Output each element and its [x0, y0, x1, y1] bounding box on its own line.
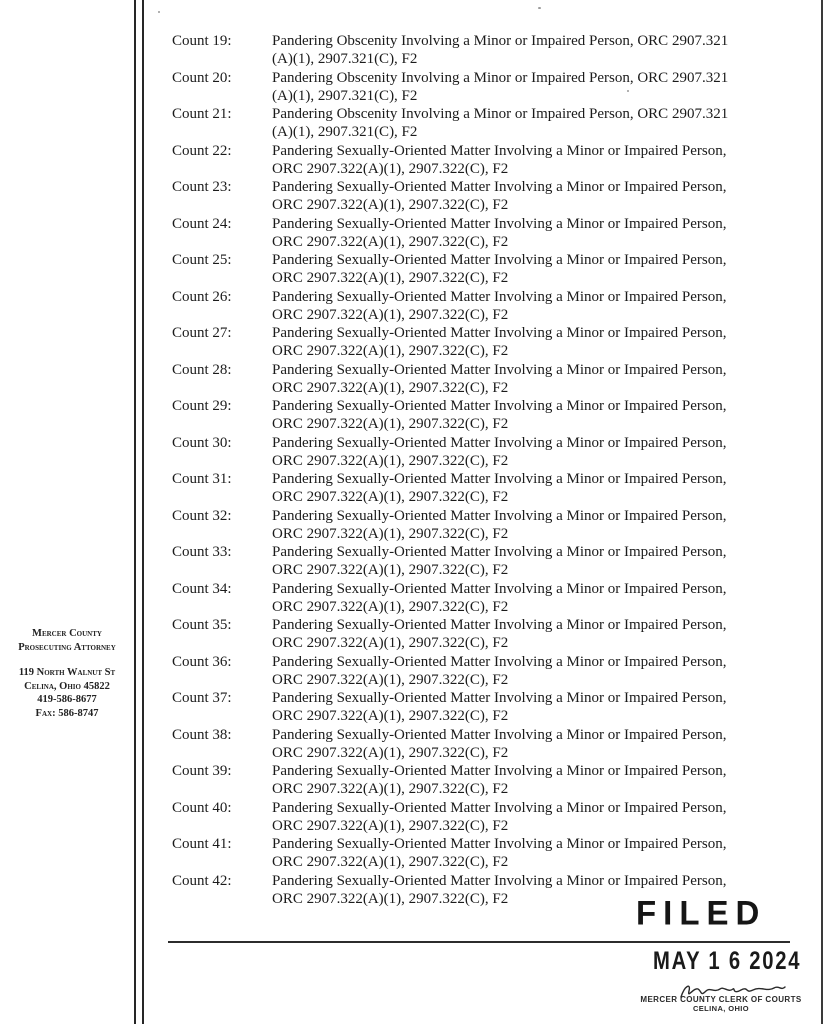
count-description [272, 470, 726, 507]
count-description-line1: Pandering Obscenity Involving a Minor or Impaired Person, ORC 2907.321 [272, 69, 729, 86]
filed-stamp: FILED [636, 893, 767, 932]
count-description-line2: ORC 2907.322(A)(1), 2907.322(C), F2 [272, 817, 509, 834]
count-label: Count 33: [172, 544, 232, 560]
count-description-line2: ORC 2907.322(A)(1), 2907.322(C), F2 [272, 416, 509, 433]
count-description-line2: ORC 2907.322(A)(1), 2907.322(C), F2 [272, 379, 509, 396]
count-row [172, 288, 813, 325]
count-row [172, 142, 813, 179]
letterhead-address-line2: Celina, Ohio 45822 [24, 680, 110, 692]
count-label: Count 26: [172, 288, 232, 305]
count-description [272, 799, 726, 836]
letterhead-fax: Fax: 586-8747 [35, 707, 99, 719]
count-description-line1: Pandering Obscenity Involving a Minor or Impaired Person, ORC 2907.321 [272, 106, 729, 122]
count-description-line2: ORC 2907.322(A)(1), 2907.322(C), F2 [272, 197, 509, 214]
count-row [172, 324, 813, 361]
count-description-line2: ORC 2907.322(A)(1), 2907.322(C), F2 [272, 744, 509, 761]
count-description-line2: (A)(1), 2907.321(C), F2 [272, 87, 418, 104]
count-description [272, 397, 726, 434]
count-description [272, 105, 728, 142]
count-description [272, 434, 726, 471]
count-description [272, 361, 726, 398]
count-description-line2: ORC 2907.322(A)(1), 2907.322(C), F2 [272, 160, 509, 177]
letterhead-phone: 419-586-8677 [37, 694, 97, 705]
scan-speck [158, 11, 160, 13]
count-label: Count 30: [172, 434, 232, 451]
count-label: Count 25: [172, 252, 232, 268]
count-description-line1: Pandering Sexually-Oriented Matter Involving a Minor or Impaired Person, [272, 580, 727, 597]
count-label: Count 40: [172, 799, 232, 816]
count-description-line1: Pandering Sexually-Oriented Matter Involving a Minor or Impaired Person, [272, 872, 727, 889]
count-description-line2: ORC 2907.322(A)(1), 2907.322(C), F2 [272, 635, 509, 652]
count-description-line2: ORC 2907.322(A)(1), 2907.322(C), F2 [272, 270, 509, 287]
count-description-line1: Pandering Sexually-Oriented Matter Involving a Minor or Impaired Person, [272, 288, 727, 305]
count-label: Count 38: [172, 726, 232, 743]
count-description-line2: ORC 2907.322(A)(1), 2907.322(C), F2 [272, 343, 509, 360]
count-label: Count 31: [172, 471, 232, 487]
count-description [272, 142, 726, 179]
count-row [172, 470, 813, 507]
count-label: Count 29: [172, 398, 232, 414]
count-label: Count 36: [172, 653, 232, 670]
count-description-line1: Pandering Sexually-Oriented Matter Involving a Minor or Impaired Person, [272, 507, 727, 524]
letterhead-address-line1: 119 North Walnut St [18, 667, 116, 678]
count-description-line2: ORC 2907.322(A)(1), 2907.322(C), F2 [272, 306, 509, 323]
count-row [172, 434, 813, 471]
count-description [272, 69, 728, 106]
date-stamp: MAY 1 6 2024 [653, 946, 802, 975]
count-description [272, 835, 726, 872]
count-description-line1: Pandering Sexually-Oriented Matter Involving a Minor or Impaired Person, [272, 726, 727, 743]
count-row [172, 69, 813, 106]
stamp-divider-line [168, 941, 790, 943]
count-label: Count 34: [172, 580, 232, 597]
count-description-line2: (A)(1), 2907.321(C), F2 [272, 124, 418, 141]
count-row [172, 799, 813, 836]
count-description-line2: ORC 2907.322(A)(1), 2907.322(C), F2 [272, 854, 509, 871]
count-description-line1: Pandering Sexually-Oriented Matter Involving a Minor or Impaired Person, [272, 799, 727, 816]
count-label: Count 41: [172, 836, 232, 852]
count-label: Count 35: [172, 617, 232, 633]
scan-speck [538, 7, 541, 9]
count-description-line1: Pandering Sexually-Oriented Matter Involving a Minor or Impaired Person, [272, 361, 727, 378]
count-row [172, 215, 813, 252]
count-description [272, 507, 726, 544]
count-description-line1: Pandering Sexually-Oriented Matter Involving a Minor or Impaired Person, [272, 252, 727, 268]
count-row [172, 105, 813, 142]
count-description-line1: Pandering Sexually-Oriented Matter Involving a Minor or Impaired Person, [272, 617, 727, 633]
count-description [272, 580, 726, 617]
count-description-line1: Pandering Sexually-Oriented Matter Involving a Minor or Impaired Person, [272, 544, 727, 560]
count-description [272, 689, 726, 726]
letterhead [0, 627, 134, 720]
count-description-line2: ORC 2907.322(A)(1), 2907.322(C), F2 [272, 708, 509, 725]
count-description [272, 215, 726, 252]
count-row [172, 835, 813, 872]
count-description [272, 288, 726, 325]
count-label: Count 27: [172, 325, 232, 341]
count-label: Count 21: [172, 106, 232, 122]
count-description-line1: Pandering Obscenity Involving a Minor or Impaired Person, ORC 2907.321 [272, 33, 729, 49]
count-description-line2: ORC 2907.322(A)(1), 2907.322(C), F2 [272, 233, 509, 250]
count-description [272, 726, 726, 763]
count-row [172, 762, 813, 799]
count-row [172, 361, 813, 398]
count-description [272, 543, 726, 580]
count-description-line2: ORC 2907.322(A)(1), 2907.322(C), F2 [272, 671, 509, 688]
count-description [272, 32, 728, 69]
count-label: Count 24: [172, 215, 232, 232]
count-description-line2: ORC 2907.322(A)(1), 2907.322(C), F2 [272, 489, 509, 506]
count-row [172, 251, 813, 288]
count-label: Count 39: [172, 763, 232, 779]
letterhead-org-line2: Prosecuting Attorney [18, 641, 116, 653]
count-description-line1: Pandering Sexually-Oriented Matter Involving a Minor or Impaired Person, [272, 763, 727, 779]
count-description-line1: Pandering Sexually-Oriented Matter Involving a Minor or Impaired Person, [272, 471, 727, 487]
count-row [172, 178, 813, 215]
count-description-line2: ORC 2907.322(A)(1), 2907.322(C), F2 [272, 525, 509, 542]
counts-list [172, 32, 813, 908]
count-description-line1: Pandering Sexually-Oriented Matter Involving a Minor or Impaired Person, [272, 836, 727, 852]
count-description-line1: Pandering Sexually-Oriented Matter Involving a Minor or Impaired Person, [272, 690, 727, 706]
count-description-line1: Pandering Sexually-Oriented Matter Involving a Minor or Impaired Person, [272, 653, 727, 670]
left-double-rule [134, 0, 144, 1024]
count-description [272, 324, 726, 361]
count-description [272, 251, 726, 288]
count-description-line1: Pandering Sexually-Oriented Matter Involving a Minor or Impaired Person, [272, 215, 727, 232]
clerk-city: CELINA, OHIO [692, 1004, 750, 1013]
count-description-line2: ORC 2907.322(A)(1), 2907.322(C), F2 [272, 598, 509, 615]
count-description [272, 653, 726, 690]
count-description [272, 616, 726, 653]
letterhead-gap [0, 654, 134, 666]
count-row [172, 32, 813, 69]
count-row [172, 653, 813, 690]
clerk-title: MERCER COUNTY CLERK OF COURTS [640, 995, 802, 1004]
count-label: Count 20: [172, 69, 232, 86]
count-label: Count 42: [172, 872, 232, 889]
count-label: Count 22: [172, 142, 232, 159]
count-description-line1: Pandering Sexually-Oriented Matter Involving a Minor or Impaired Person, [272, 434, 727, 451]
count-row [172, 580, 813, 617]
count-description-line1: Pandering Sexually-Oriented Matter Involving a Minor or Impaired Person, [272, 179, 727, 195]
count-description-line2: ORC 2907.322(A)(1), 2907.322(C), F2 [272, 890, 509, 907]
count-description-line2: ORC 2907.322(A)(1), 2907.322(C), F2 [272, 452, 509, 469]
right-rule [821, 0, 823, 1024]
count-label: Count 32: [172, 507, 232, 524]
count-label: Count 37: [172, 690, 232, 706]
count-row [172, 397, 813, 434]
count-label: Count 28: [172, 361, 232, 378]
count-label: Count 19: [172, 33, 232, 49]
count-description-line1: Pandering Sexually-Oriented Matter Involving a Minor or Impaired Person, [272, 142, 727, 159]
count-description [272, 762, 726, 799]
letterhead-org-line1: Mercer County [32, 628, 102, 639]
count-description-line1: Pandering Sexually-Oriented Matter Involving a Minor or Impaired Person, [272, 398, 727, 414]
count-row [172, 726, 813, 763]
count-row [172, 543, 813, 580]
clerk-attestation [622, 980, 820, 1013]
count-description [272, 178, 726, 215]
count-description-line1: Pandering Sexually-Oriented Matter Involving a Minor or Impaired Person, [272, 325, 727, 341]
count-description-line2: ORC 2907.322(A)(1), 2907.322(C), F2 [272, 562, 509, 579]
count-row [172, 689, 813, 726]
count-description-line2: (A)(1), 2907.321(C), F2 [272, 51, 418, 68]
count-label: Count 23: [172, 179, 232, 195]
count-description-line2: ORC 2907.322(A)(1), 2907.322(C), F2 [272, 781, 509, 798]
count-row [172, 616, 813, 653]
count-row [172, 507, 813, 544]
